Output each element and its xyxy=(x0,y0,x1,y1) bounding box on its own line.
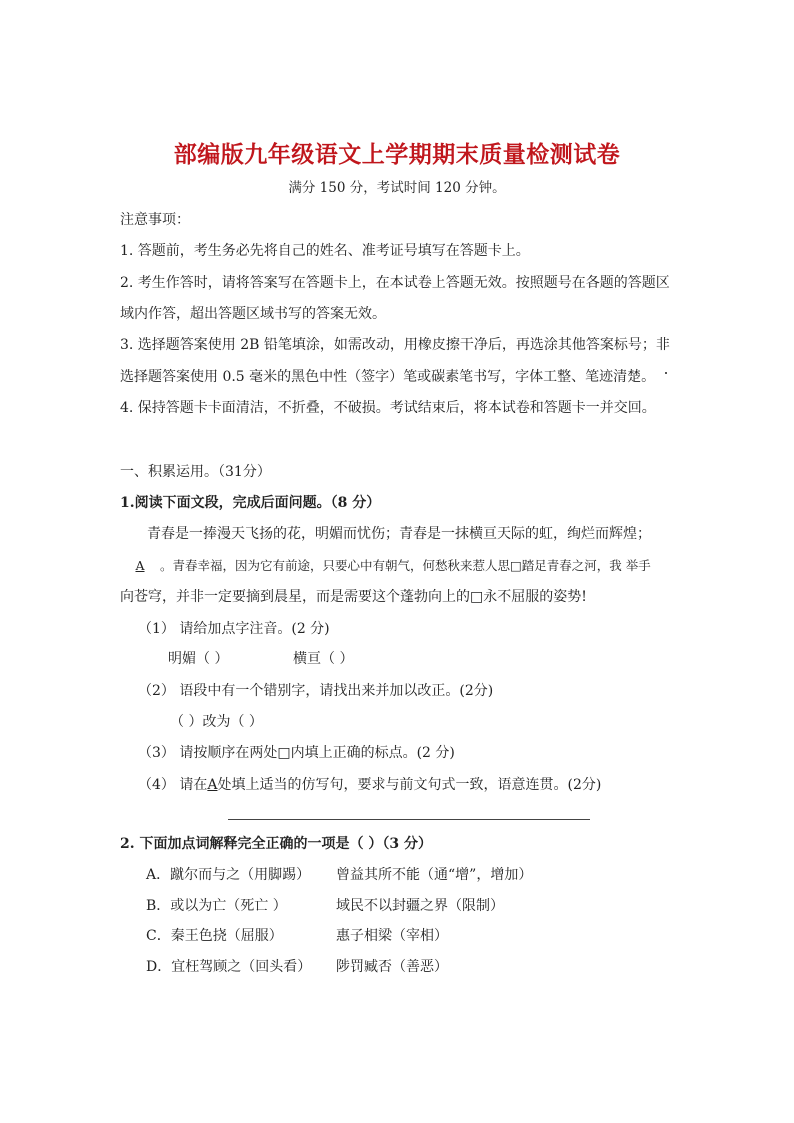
passage-line-2 xyxy=(120,556,651,576)
sub-question-4-suffix: 处填上适当的仿写句，要求与前文句式一致，语意连贯。(2分) xyxy=(217,777,602,793)
blank-a: A xyxy=(135,558,145,573)
question-1-heading: 1.阅读下面文段，完成后面问题。（8 分） xyxy=(120,495,381,511)
exam-info: 满分 150 分，考试时间 120 分钟。 xyxy=(288,180,506,196)
passage-line-1: 青春是一捧漫天飞扬的花，明媚而忧伤；青春是一抹横亘天际的虹，绚烂而辉煌； xyxy=(147,526,651,542)
question-2-heading: 2. 下面加点词解释完全正确的一项是（ ）（3 分） xyxy=(120,836,432,852)
note-item-2-line-1: 2. 考生作答时，请将答案写在答题卡上，在本试卷上答题无效。按照题号在各题的答题区 xyxy=(120,275,670,291)
sub-question-4-prefix: （4） 请在 xyxy=(138,777,208,793)
sub-question-1-word-2: 横亘（ ） xyxy=(293,651,354,667)
sub-question-4-blank: A xyxy=(207,777,218,793)
section-1-heading: 一、积累运用。（31分） xyxy=(120,464,271,480)
sub-question-2: （2） 语段中有一个错别字，请找出来并加以改正。(2分) xyxy=(138,683,494,699)
option-b-right: 域民不以封疆之界（限制） xyxy=(336,898,504,914)
option-d-right: 陟罚臧否（善恶） xyxy=(336,959,448,975)
option-a-right: 曾益其所不能（通“增”，增加） xyxy=(336,867,533,883)
option-a-left: A．蹴尔而与之（用脚踢） xyxy=(146,867,311,883)
passage-line-2-text: 。青春幸福，因为它有前途，只要心中有朝气，何愁秋来惹人思□踏足青春之河，我 举手 xyxy=(160,558,651,573)
option-c-right: 惠子相梁（宰相） xyxy=(336,928,448,944)
stray-dot xyxy=(665,372,667,374)
note-item-4: 4. 保持答题卡卡面清洁，不折叠，不破损。考试结束后，将本试卷和答题卡一并交回。 xyxy=(120,400,656,416)
option-b-left: B．或以为亡（死亡 ） xyxy=(146,898,287,914)
note-item-3-line-1: 3. 选择题答案使用 2B 铅笔填涂，如需改动，用橡皮擦干净后，再选涂其他答案标号；非 xyxy=(120,337,670,353)
page-title: 部编版九年级语文上学期期末质量检测试卷 xyxy=(173,142,621,168)
passage-line-3: 向苍穹，并非一定要摘到晨星，而是需要这个蓬勃向上的□永不屈服的姿势! xyxy=(120,589,587,605)
divider-line xyxy=(228,819,590,820)
sub-question-4 xyxy=(138,775,601,795)
sub-question-3: （3） 请按顺序在两处□内填上正确的标点。(2 分) xyxy=(138,745,455,761)
note-item-3-line-2: 选择题答案使用 0.5 毫米的黑色中性（签字）笔或碳素笔书写，字体工整、笔迹清楚。 xyxy=(120,369,656,385)
note-item-1: 1. 答题前，考生务必先将自己的姓名、准考证号填写在答题卡上。 xyxy=(120,243,530,259)
sub-question-2-answer: （ ）改为（ ） xyxy=(170,714,263,730)
sub-question-1: （1） 请给加点字注音。(2 分) xyxy=(138,621,330,637)
sub-question-1-word-1: 明媚（ ） xyxy=(168,651,229,667)
notes-heading: 注意事项： xyxy=(120,212,190,228)
note-item-2-line-2: 域内作答，超出答题区域书写的答案无效。 xyxy=(120,306,386,322)
option-c-left: C．秦王色挠（屈服） xyxy=(146,928,283,944)
option-d-left: D．宜枉驾顾之（回头看） xyxy=(146,959,312,975)
